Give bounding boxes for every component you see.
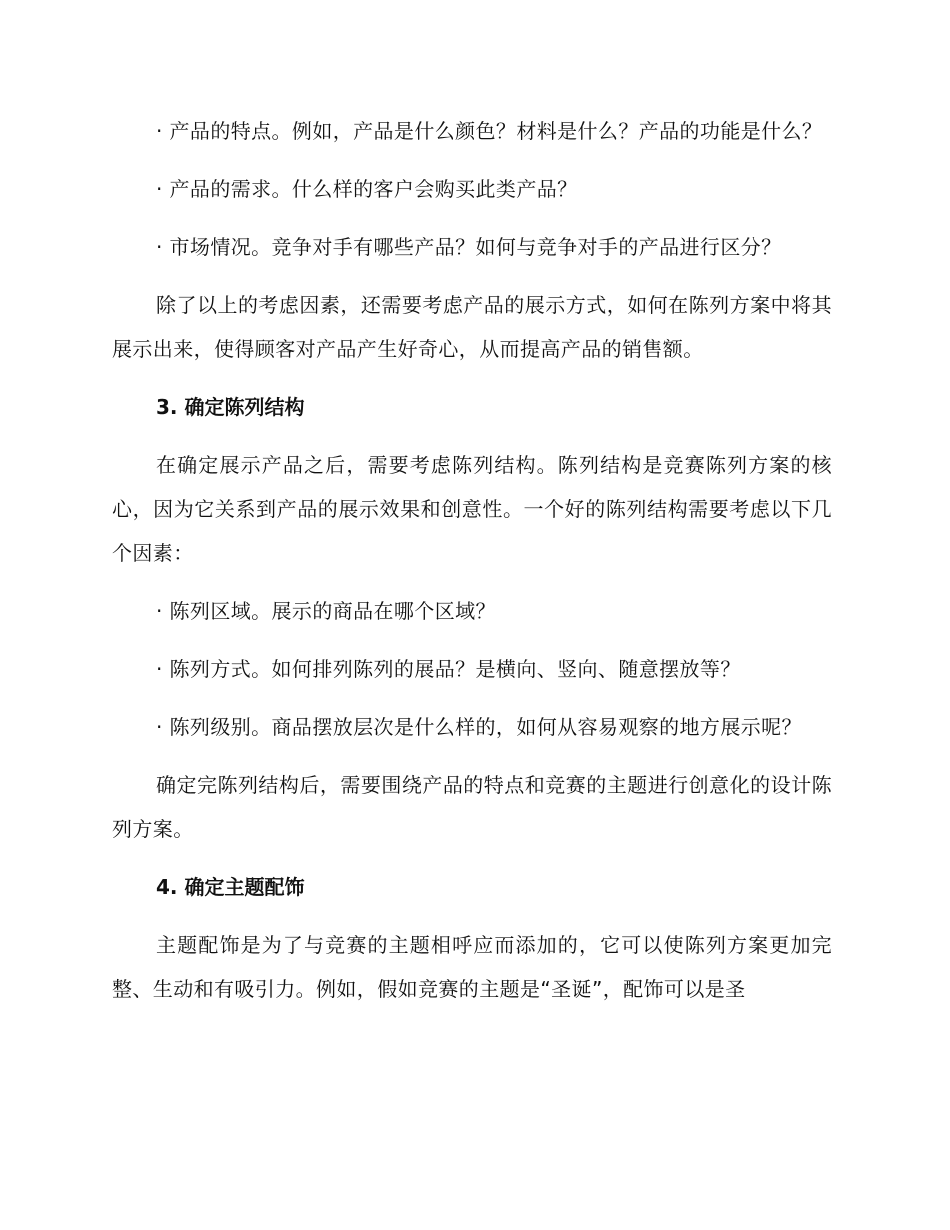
bullet-display-level: · 陈列级别。商品摆放层次是什么样的，如何从容易观察的地方展示呢？	[156, 715, 802, 739]
bullet-display-area: · 陈列区域。展示的商品在哪个区域？	[156, 599, 496, 623]
bullet-market-situation: · 市场情况。竞争对手有哪些产品？如何与竞争对手的产品进行区分？	[156, 235, 782, 259]
bullet-display-method: · 陈列方式。如何排列陈列的展品？是横向、竖向、随意摆放等？	[156, 657, 741, 681]
section-heading-display-structure: 3. 确定陈列结构	[156, 395, 305, 419]
paragraph-theme-decorations: 主题配饰是为了与竞赛的主题相呼应而添加的，它可以使陈列方案更加完整、生动和有吸引力。例如，假如竞赛的主题是“圣诞”，配饰可以是圣	[112, 933, 832, 1001]
paragraph-display-method: 除了以上的考虑因素，还需要考虑产品的展示方式，如何在陈列方案中将其展示出来，使得顾客对产品产生好奇心，从而提高产品的销售额。	[112, 293, 832, 361]
paragraph-display-structure-intro: 在确定展示产品之后，需要考虑陈列结构。陈列结构是竞赛陈列方案的核心，因为它关系到产品的展示效果和创意性。一个好的陈列结构需要考虑以下几个因素：	[112, 453, 832, 565]
paragraph-structure-conclusion: 确定完陈列结构后，需要围绕产品的特点和竞赛的主题进行创意化的设计陈列方案。	[112, 773, 832, 841]
section-heading-theme-decorations: 4. 确定主题配饰	[156, 875, 305, 899]
document-body	[112, 109, 832, 1025]
bullet-product-features: · 产品的特点。例如，产品是什么颜色？材料是什么？产品的功能是什么？	[156, 119, 823, 143]
bullet-product-demand: · 产品的需求。什么样的客户会购买此类产品？	[156, 177, 578, 201]
